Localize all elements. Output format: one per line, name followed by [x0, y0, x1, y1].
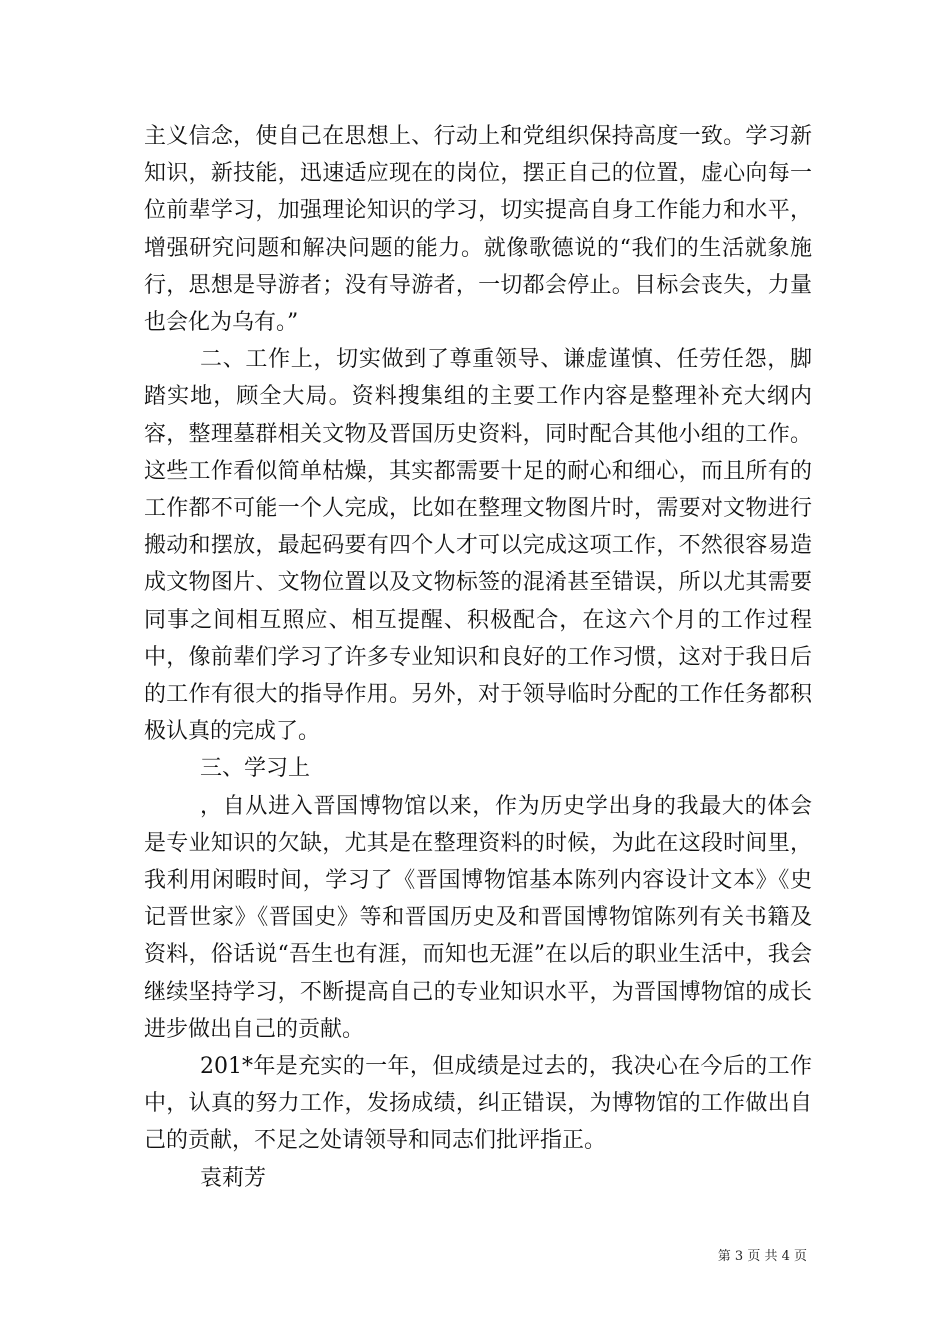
- paragraph-beliefs: 主义信念，使自己在思想上、行动上和党组织保持高度一致。学习新知识，新技能，迅速适应现在的岗位，摆正自己的位置，虚心向每一位前辈学习，加强理论知识的学习，切实提高自身工作能力和水平，增强研究问题和解决问题的能力。就像歌德说的“我们的生活就象施行，思想是导游者；没有导游者，一切都会停止。目标会丧失，力量也会化为乌有。”: [144, 124, 812, 336]
- section-heading-study: 三、学习上: [200, 756, 311, 782]
- paragraph-work: 二、工作上，切实做到了尊重领导、谦虚谨慎、任劳任怨，脚踏实地，顾全大局。资料搜集组的主要工作内容是整理补充大纲内容，整理墓群相关文物及晋国历史资料，同时配合其他小组的工作。这些工作看似简单枯燥，其实都需要十足的耐心和细心，而且所有的工作都不可能一个人完成，比如在整理文物图片时，需要对文物进行搬动和摆放，最起码要有四个人才可以完成这项工作，不然很容易造成文物图片、文物位置以及文物标签的混淆甚至错误，所以尤其需要同事之间相互照应、相互提醒、积极配合，在这六个月的工作过程中，像前辈们学习了许多专业知识和良好的工作习惯，这对于我日后的工作有很大的指导作用。另外，对于领导临时分配的工作任务都积极认真的完成了。: [144, 347, 812, 745]
- paragraph-study: ，自从进入晋国博物馆以来，作为历史学出身的我最大的体会是专业知识的欠缺，尤其是在整理资料的时候，为此在这段时间里，我利用闲暇时间，学习了《晋国博物馆基本陈列内容设计文本》《史记晋世家》《晋国史》等和晋国历史及和晋国博物馆陈列有关书籍及资料，俗话说“吾生也有涯，而知也无涯”在以后的职业生活中，我会继续坚持学习，不断提高自己的专业知识水平，为晋国博物馆的成长进步做出自己的贡献。: [144, 793, 812, 1042]
- paragraph-conclusion: 201*年是充实的一年，但成绩是过去的，我决心在今后的工作中，认真的努力工作，发扬成绩，纠正错误，为博物馆的工作做出自己的贡献，不足之处请领导和同志们批评指正。: [144, 1054, 812, 1154]
- page-number-footer: 第 3 页 共 4 页: [717, 1249, 807, 1264]
- document-body: [144, 118, 812, 1197]
- author-signature: 袁莉芳: [200, 1165, 267, 1191]
